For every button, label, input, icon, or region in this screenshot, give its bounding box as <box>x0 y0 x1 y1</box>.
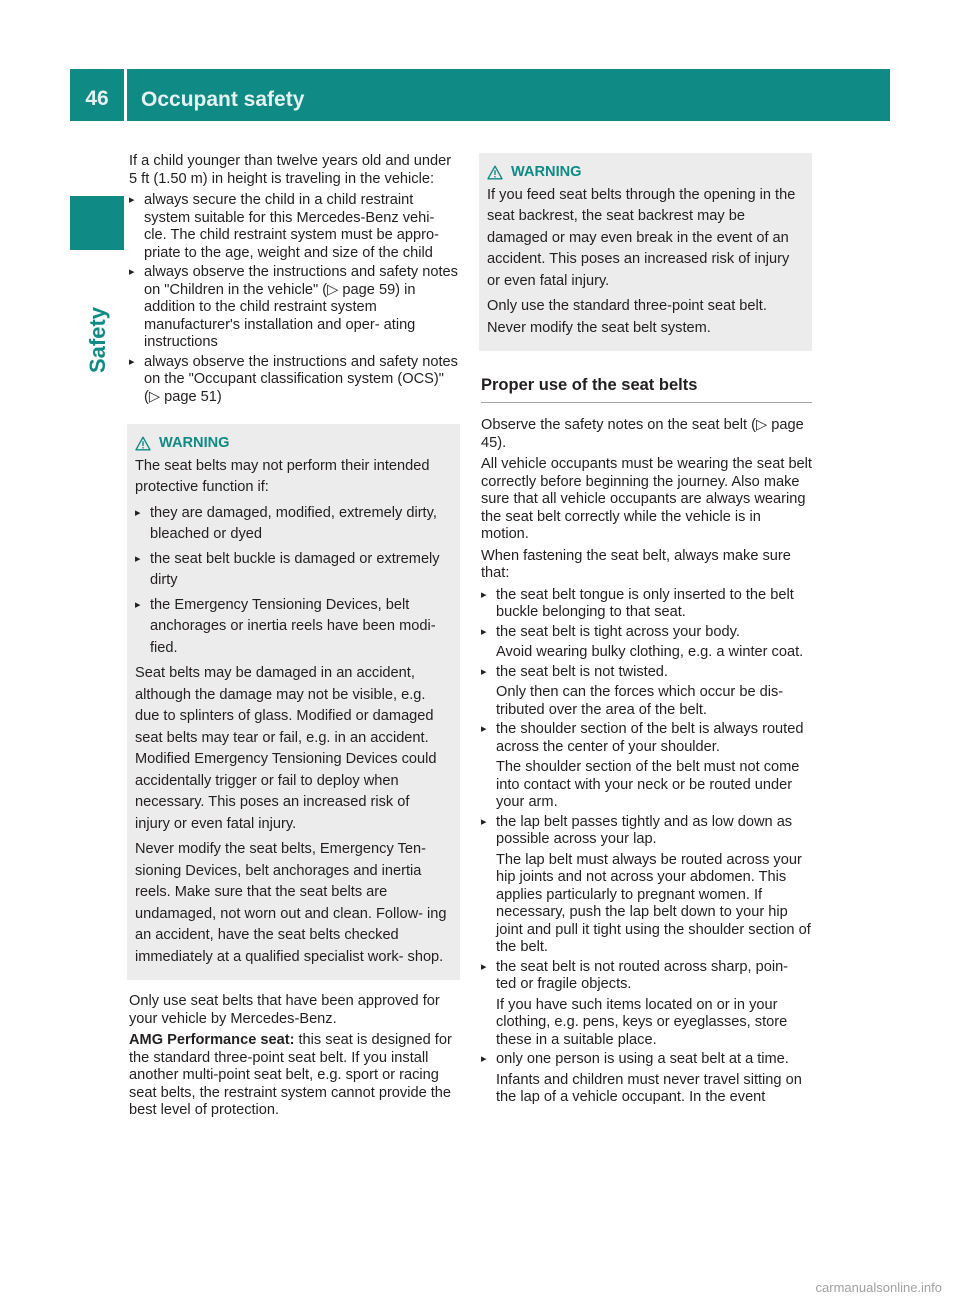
list-item-note: The lap belt must always be routed across your hip joints and not across your abdomen. This applies particularly to pregnant women. If necessary, push the lap belt down to your hip joint and pull it tight using the shoulder section of the belt. <box>496 851 811 955</box>
list-item-text: only one person is using a seat belt at a time. <box>496 1051 789 1067</box>
list-item <box>481 814 812 957</box>
list-item-text: the seat belt tongue is only inserted to the belt buckle belonging to that seat. <box>496 586 794 620</box>
approved-belts-paragraph: Only use seat belts that have been approved for your vehicle by Mercedes-Benz. <box>129 993 440 1027</box>
list-item-note: The shoulder section of the belt must not come into contact with your neck or be routed under your arm. <box>496 759 800 810</box>
warning-header <box>487 162 800 184</box>
warning-title: WARNING <box>159 435 230 451</box>
warning-box <box>127 424 460 980</box>
left-column <box>129 153 460 1124</box>
paragraph: When fastening the seat belt, always make sure that: <box>481 547 791 581</box>
side-tab <box>83 300 113 380</box>
list-item-text: the shoulder section of the belt is always routed across the center of your shoulder. <box>496 721 804 755</box>
amg-label: AMG Performance seat: <box>129 1032 295 1048</box>
page-number: 46 <box>85 87 109 110</box>
warning-paragraph: If you feed seat belts through the opening in the seat backrest, the seat backrest may be damaged or may even break in the event of an accident. This poses an increased risk of injury or even fatal injury. <box>487 186 796 289</box>
list-item <box>481 587 812 622</box>
list-item <box>481 959 812 1050</box>
list-item-text: the seat belt is not twisted. <box>496 663 668 680</box>
list-item: ▸ the seat belt buckle is damaged or extremely dirty <box>135 549 448 592</box>
warning-header <box>135 433 448 455</box>
side-tab-label: Safety <box>85 306 110 374</box>
section-heading: Proper use of the seat belts <box>481 375 812 403</box>
list-item: ▸ always observe the instructions and safety notes on the "Occupant classification system (OCS)" (▷ page 51) <box>129 354 460 407</box>
warning-paragraph: Seat belts may be damaged in an accident, although the damage may not be visible, e.g. due to splinters of glass. Modified or damaged seat belts may tear or fail, e.g. in an accident. Modified Emergency Tensioning Devices could accidentally trigger or fail to deploy when necessary. This poses an increased risk of injury or even fatal injury. <box>135 665 437 832</box>
list-item-text: the seat belt is not routed across sharp, poin- ted or fragile objects. <box>496 958 789 992</box>
warning-title: WARNING <box>511 164 582 180</box>
list-item <box>481 1051 812 1107</box>
list-item: ▸ they are damaged, modified, extremely dirty, bleached or dyed <box>135 503 448 546</box>
list-item-text: the lap belt passes tightly and as low down as possible across your lap. <box>496 813 793 847</box>
list-item <box>481 664 812 720</box>
warning-paragraph: Never modify the seat belts, Emergency Ten- sioning Devices, belt anchorages and inertia reels. Make sure that the seat belts are undamaged, not worn out and clean. Follow- ing an accident, have the seat belts checked immediately at a qualified specialist work- shop. <box>135 841 447 965</box>
list-item-note: If you have such items located on or in your clothing, e.g. pens, keys or eyeglasses, store these in a suitable place. <box>496 996 788 1048</box>
list-item-note: Avoid wearing bulky clothing, e.g. a winter coat. <box>496 644 804 660</box>
header-divider <box>124 69 127 121</box>
warning-paragraph: Only use the standard three-point seat belt. Never modify the seat belt system. <box>487 298 767 336</box>
intro-bullet-list <box>129 192 460 406</box>
amg-text: this seat is designed for the standard three-point seat belt. If you install another multi-point seat belt, e.g. sport or racing seat belts, the restraint system cannot provide the best level of protection. <box>129 1032 452 1118</box>
footer-watermark: carmanualsonline.info <box>815 1280 942 1295</box>
list-item-text: the seat belt is tight across your body. <box>496 623 740 640</box>
warning-triangle-icon <box>135 436 151 451</box>
list-item-note: Only then can the forces which occur be dis- tributed over the area of the belt. <box>496 684 784 718</box>
right-column <box>481 153 812 1111</box>
list-item: ▸ always observe the instructions and safety notes on "Children in the vehicle" (▷ page 59) in addition to the child restraint system manufacturer's installation and oper- ating instructions <box>129 264 460 352</box>
list-item-note: Infants and children must never travel sitting on the lap of a vehicle occupant. In the event <box>496 1071 802 1105</box>
side-color-block <box>70 196 124 250</box>
paragraph: Observe the safety notes on the seat belt (▷ page 45). <box>481 417 804 451</box>
amg-paragraph <box>129 1032 460 1120</box>
warning-lead: The seat belts may not perform their intended protective function if: <box>135 457 430 495</box>
page-title: Occupant safety <box>141 88 305 111</box>
paragraph: All vehicle occupants must be wearing the seat belt correctly before beginning the journey. Also make sure that all vehicle occupants are always wearing the seat belt correctly while the vehicle is in motion. <box>481 456 812 542</box>
list-item: ▸ always secure the child in a child restraint system suitable for this Mercedes-Benz vehi- cle. The child restraint system must be appro- priate to the age, weight and size of the child <box>129 192 460 262</box>
seat-belt-checklist <box>481 587 812 1107</box>
warning-triangle-icon <box>487 165 503 180</box>
list-item <box>481 721 812 812</box>
warning-box <box>479 153 812 351</box>
intro-paragraph: If a child younger than twelve years old and under 5 ft (1.50 m) in height is traveling in the vehicle: <box>129 153 452 187</box>
list-item: ▸ the Emergency Tensioning Devices, belt anchorages or inertia reels have been modi- fied. <box>135 595 448 660</box>
warning-bullet-list <box>135 503 448 660</box>
list-item <box>481 624 812 662</box>
